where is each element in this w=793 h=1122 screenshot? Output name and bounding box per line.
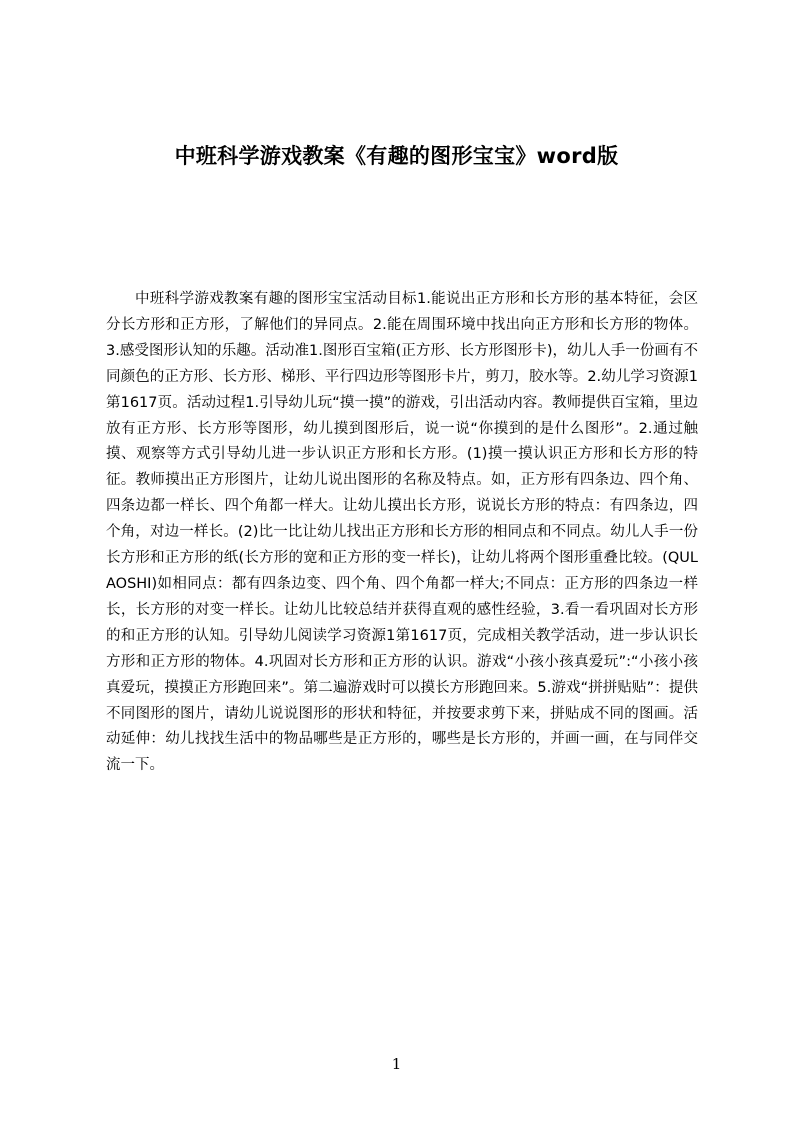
document-title: 中班科学游戏教案《有趣的图形宝宝》word版 [174, 144, 619, 168]
page-number: 1 [391, 1055, 402, 1073]
document-body-paragraph: 中班科学游戏教案有趣的图形宝宝活动目标1.能说出正方形和长方形的基本特征，会区分长方形和正方形，了解他们的异同点。2.能在周围环境中找出向正方形和长方形的物体。3.感受图形认知的乐趣。活动准1.图形百宝箱(正方形、长方形图形卡)，幼儿人手一份画有不同颜色的正方形、长方形、梯形、平行四边形等图形卡片，剪刀，胶水等。2.幼儿学习资源1第1617页。活动过程1.引导幼儿玩“摸一摸”的游戏，引出活动内容。教师提供百宝箱，里边放有正方形、长方形等图形，幼儿摸到图形后，说一说“你摸到的是什么图形”。2.通过触摸、观察等方式引导幼儿进一步认识正方形和长方形。(1)摸一摸认识正方形和长方形的特征。教师摸出正方形图片，让幼儿说出图形的名称及特点。如，正方形有四条边、四个角、四条边都一样长、四个角都一样大。让幼儿摸出长方形，说说长方形的特点：有四条边，四个角，对边一样长。(2)比一比让幼儿找出正方形和长方形的相同点和不同点。幼儿人手一份长方形和正方形的纸(长方形的宽和正方形的变一样长)，让幼儿将两个图形重叠比较。(QULAOSHI)如相同点：都有四条边变、四个角、四个角都一样大;不同点：正方形的四条边一样长，长方形的对变一样长。让幼儿比较总结并获得直观的感性经验，3.看一看巩固对长方形的和正方形的认知。引导幼儿阅读学习资源1第1617页，完成相关教学活动，进一步认识长方形和正方形的物体。4.巩固对长方形和正方形的认识。游戏“小孩小孩真爱玩”:“小孩小孩真爱玩，摸摸正方形跑回来”。第二遍游戏时可以摸长方形跑回来。5.游戏“拼拼贴贴”：提供不同图形的图片，请幼儿说说图形的形状和特征，并按要求剪下来，拼贴成不同的图画。活动延伸：幼儿找找生活中的物品哪些是正方形的，哪些是长方形的，并画一画，在与同伴交流一下。 [106, 291, 698, 774]
